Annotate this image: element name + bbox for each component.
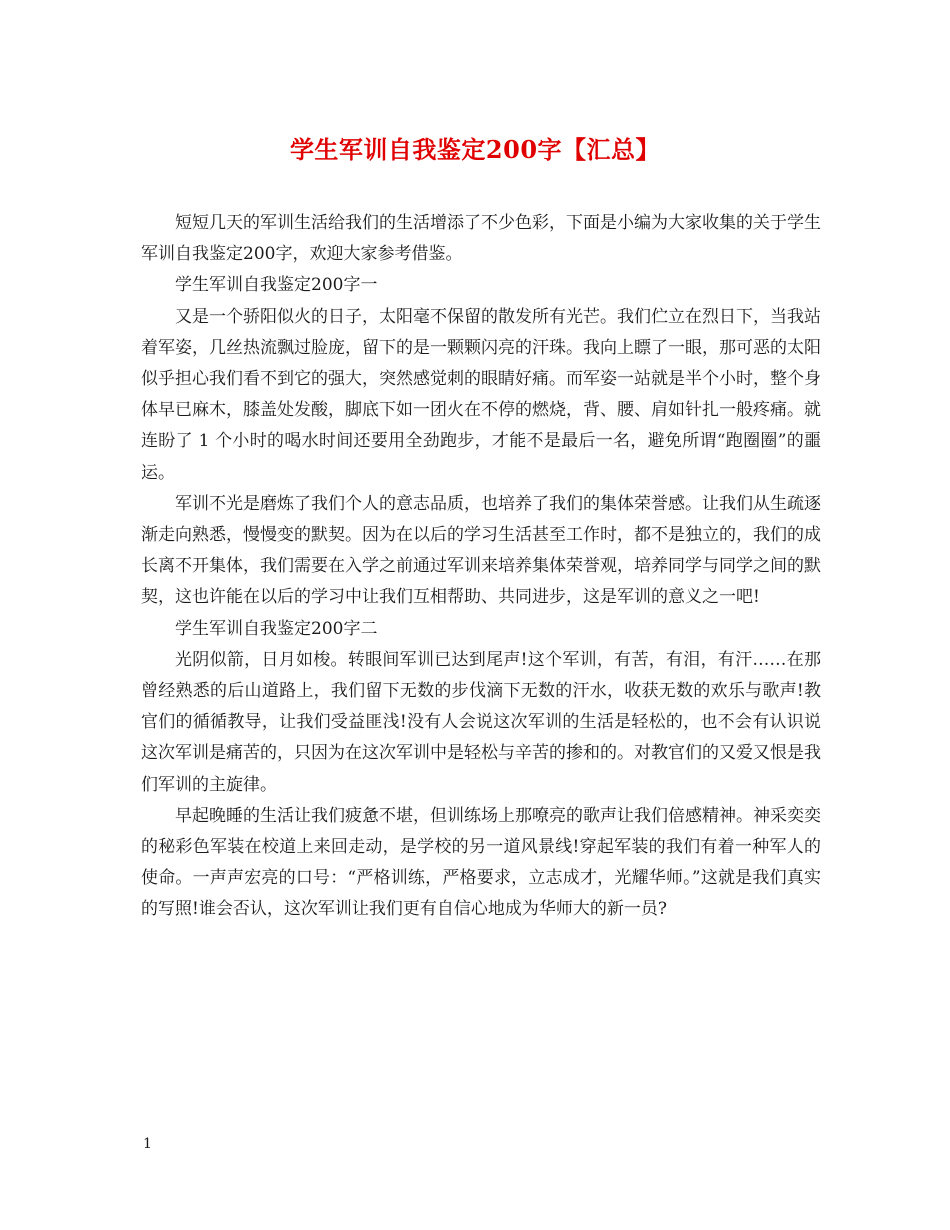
- page-number: 1: [143, 1136, 152, 1152]
- body-paragraph: 早起晚睡的生活让我们疲惫不堪，但训练场上那嘹亮的歌声让我们倍感精神。神采奕奕的秘彩色军装在校道上来回走动，是学校的另一道风景线!穿起军装的我们有着一种军人的使命。一声声宏亮的口号：“严格训练，严格要求，立志成才，光耀华师。”这就是我们真实的写照!谁会否认，这次军训让我们更有自信心地成为华师大的新一员?: [141, 805, 821, 920]
- body-paragraph: 又是一个骄阳似火的日子，太阳毫不保留的散发所有光芒。我们伫立在烈日下，当我站着军姿，几丝热流飘过脸庞，留下的是一颗颗闪亮的汗珠。我向上瞟了一眼，那可恶的太阳似乎担心我们看不到它的强大，突然感觉刺的眼睛好痛。而军姿一站就是半个小时，整个身体早已麻木，膝盖处发酸，脚底下如一团火在不停的燃烧，背、腰、肩如针扎一般疼痛。就连盼了 1 个小时的喝水时间还要用全劲跑步，才能不是最后一名，避免所谓“跑圈圈”的噩运。: [141, 306, 821, 483]
- body-paragraph: 军训不光是磨炼了我们个人的意志品质，也培养了我们的集体荣誉感。让我们从生疏逐渐走向熟悉，慢慢变的默契。因为在以后的学习生活甚至工作时，都不是独立的，我们的成长离不开集体，我们需要在入学之前通过军训来培养集体荣誉观，培养同学与同学之间的默契，这也许能在以后的学习中让我们互相帮助、共同进步，这是军训的意义之一吧!: [141, 493, 821, 608]
- body-paragraph: 光阴似箭，日月如梭。转眼间军训已达到尾声!这个军训，有苦，有泪，有汗……在那曾经熟悉的后山道路上，我们留下无数的步伐滴下无数的汗水，收获无数的欢乐与歌声!教官们的循循教导，让我们受益匪浅!没有人会说这次军训的生活是轻松的，也不会有认识说这次军训是痛苦的，只因为在这次军训中是轻松与辛苦的掺和的。对教官们的又爱又恨是我们军训的主旋律。: [141, 649, 821, 795]
- document-title: 学生军训自我鉴定200字【汇总】: [289, 135, 661, 164]
- document-body: [141, 208, 821, 926]
- section-heading-1: 学生军训自我鉴定200字一: [175, 275, 378, 296]
- section-heading-2: 学生军训自我鉴定200字二: [175, 618, 378, 639]
- intro-paragraph: 短短几天的军训生活给我们的生活增添了不少色彩，下面是小编为大家收集的关于学生军训自我鉴定200字，欢迎大家参考借鉴。: [141, 213, 821, 265]
